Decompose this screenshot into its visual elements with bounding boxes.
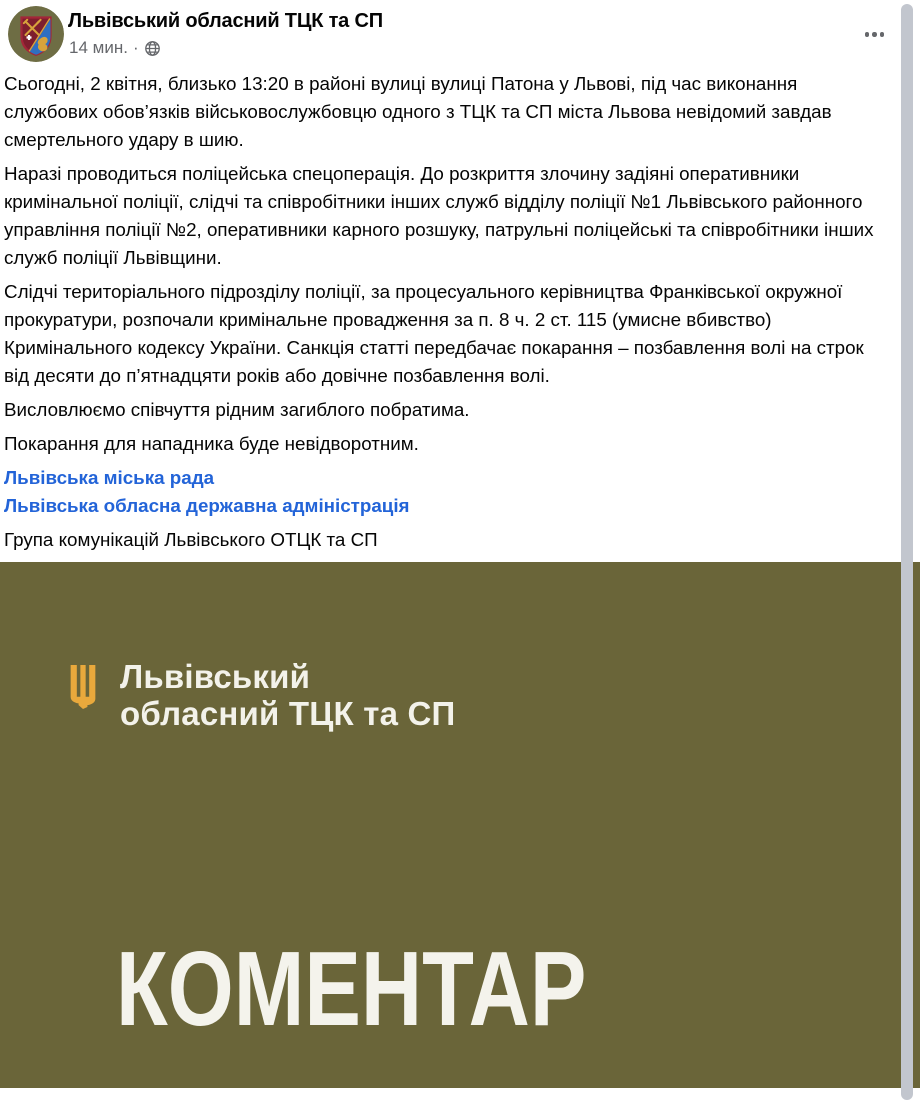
post-paragraph: Покарання для нападника буде невідворотним. [4, 433, 419, 454]
ellipsis-dot [872, 32, 877, 37]
post-header [0, 0, 920, 62]
post-image[interactable] [0, 562, 920, 1088]
image-logo-text [120, 658, 455, 732]
globe-icon [144, 40, 161, 57]
ellipsis-dot [865, 32, 870, 37]
post-paragraph: Слідчі територіального підрозділу поліції, за процесуального керівництва Франківської окружної прокуратури, розпочали кримінальне провадження за п. 8 ч. 2 ст. 115 (умисне вбивство) Кримінального кодексу України. Санкція статті передбачає покарання – позбавлення волі на строк від десяти до п’ятнадцяти років або довічне позбавлення волі. [4, 281, 864, 386]
scrollbar-thumb[interactable] [901, 4, 913, 1100]
image-logo-line1: Львівський [120, 658, 311, 695]
ellipsis-dot [880, 32, 885, 37]
post-paragraph: Група комунікацій Львівського ОТЦК та СП [4, 529, 378, 550]
more-options-button[interactable] [863, 26, 887, 43]
post-meta [69, 38, 161, 58]
link-lviv-regional-administration[interactable]: Львівська обласна державна адміністрація [4, 495, 410, 516]
page-name[interactable]: Львівський обласний ТЦК та СП [68, 10, 383, 32]
image-caption: КОМЕНТАР [116, 930, 587, 1048]
tagged-pages [4, 464, 880, 520]
timestamp[interactable]: 14 мин. [69, 38, 128, 57]
avatar[interactable] [8, 6, 64, 62]
post-paragraph: Сьогодні, 2 квітня, близько 13:20 в районі вулиці вулиці Патона у Львові, під час виконання службових обов’язків військовослужбовцю одного з ТЦК та СП міста Львова невідомий завдав смертельного удару в шию. [4, 73, 832, 150]
post-body [0, 70, 920, 554]
unit-emblem-icon [8, 49, 64, 62]
post-paragraph: Наразі проводиться поліцейська спецоперація. До розкриття злочину задіяні оперативники кримінальної поліції, слідчі та співробітники інших служб відділу поліції №1 Львівського районного управління поліції №2, оперативники карного розшуку, патрульні поліцейські та співробітники інших служб поліції Львівщини. [4, 163, 874, 268]
image-logo-line2: обласний ТЦК та СП [120, 695, 456, 732]
post-paragraph: Висловлюємо співчуття рідним загиблого побратима. [4, 399, 470, 420]
dot-separator: · [132, 38, 139, 57]
link-lviv-city-council[interactable]: Львівська міська рада [4, 467, 215, 488]
trident-icon [68, 664, 98, 710]
